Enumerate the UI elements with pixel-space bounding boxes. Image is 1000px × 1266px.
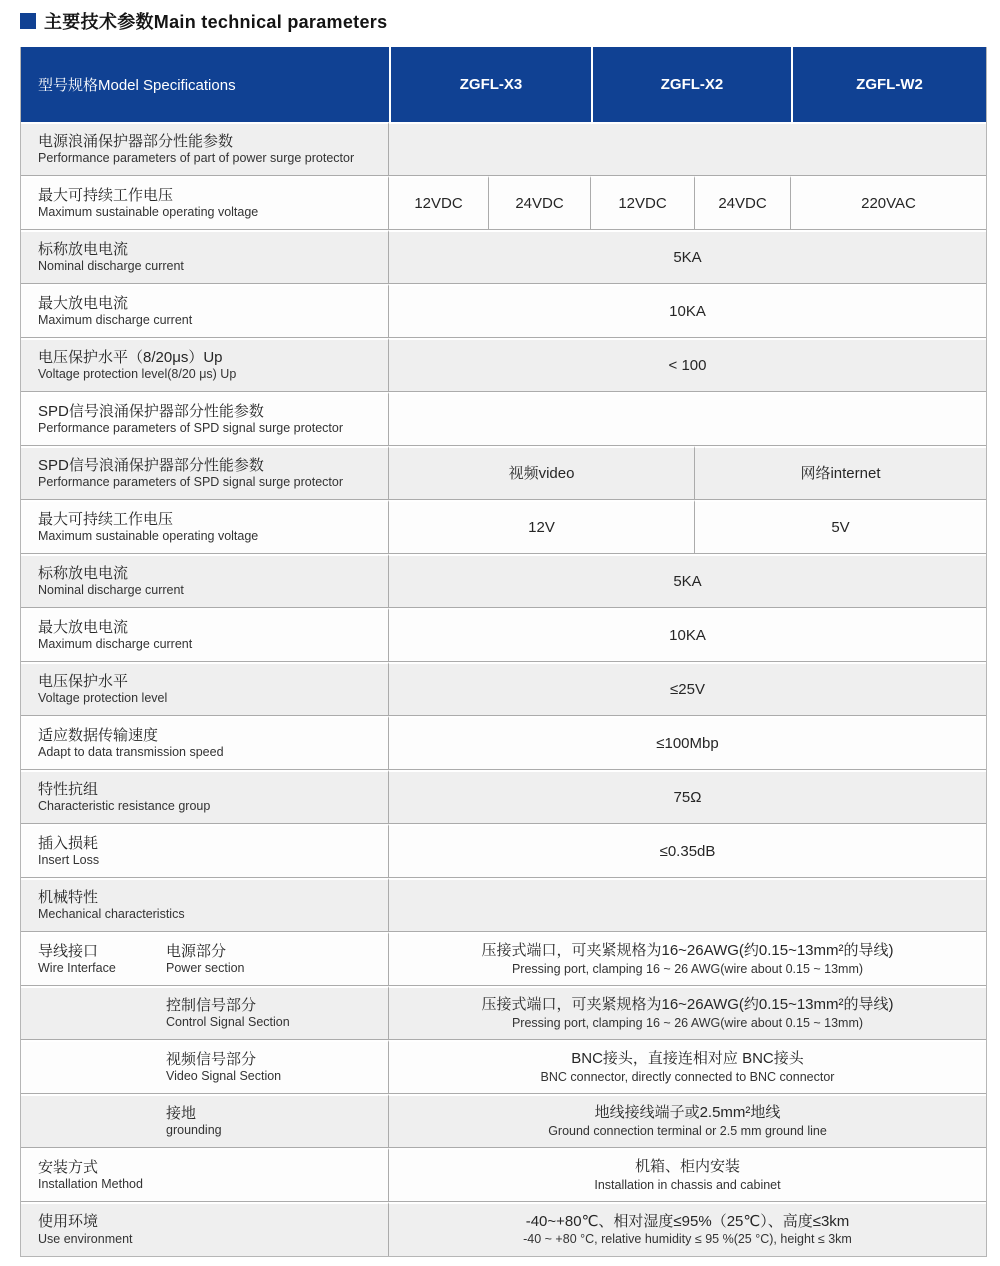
value-cell: [389, 338, 986, 392]
row-label-en: Maximum sustainable operating voltage: [38, 529, 259, 544]
row-label-en: Maximum sustainable operating voltage: [38, 205, 259, 220]
sub-label-en: Control Signal Section: [166, 1015, 290, 1030]
value-cell: [389, 446, 695, 500]
value-en: Pressing port, clamping 16 ~ 26 AWG(wire about 0.15 ~ 13mm): [511, 961, 864, 976]
value-zh: BNC接头，直接连相对应 BNC接头: [571, 1050, 804, 1068]
value-en: BNC connector, directly connected to BNC connector: [540, 1069, 835, 1084]
page-title-text: 主要技术参数Main technical parameters: [44, 12, 388, 32]
value-cell: [389, 932, 986, 986]
group-label-en: Wire Interface: [38, 961, 116, 976]
table-row: [21, 284, 986, 338]
row-label-en: Mechanical characteristics: [38, 907, 185, 922]
row-label: [21, 824, 389, 878]
row-label: [21, 446, 389, 500]
value-cell: [389, 878, 986, 932]
row-label-zh: 使用环境: [38, 1213, 99, 1231]
value-cell: [389, 284, 986, 338]
table-row: [21, 1040, 986, 1094]
model-specifications-header: 型号规格Model Specifications: [21, 47, 389, 122]
row-label: [21, 770, 389, 824]
sub-label-zh: 接地: [166, 1104, 197, 1122]
table-row: [21, 1148, 986, 1202]
table-header-row: [21, 47, 986, 122]
model-column-header-zgfl-x2: ZGFL-X2: [591, 47, 791, 122]
value-cell: [489, 176, 591, 230]
value-zh: ≤100Mbp: [656, 734, 719, 752]
row-label-zh: 电压保护水平（8/20μs）Up: [38, 348, 223, 366]
value-zh: ≤25V: [670, 680, 705, 698]
row-label: [21, 1040, 389, 1094]
row-label-en: Voltage protection level(8/20 μs) Up: [38, 367, 237, 382]
row-label-zh: SPD信号浪涌保护器部分性能参数: [38, 456, 264, 474]
row-label: [21, 122, 389, 176]
sub-label-zh: 电源部分: [166, 942, 227, 960]
value-en: -40 ~ +80 °C, relative humidity ≤ 95 %(25 °C), height ≤ 3km: [523, 1232, 852, 1247]
value-cell: [389, 554, 986, 608]
value-cell: [389, 392, 986, 446]
table-row: [21, 554, 986, 608]
value-cell: [695, 176, 791, 230]
value-cell: [591, 176, 695, 230]
sub-label-zh: 控制信号部分: [166, 996, 257, 1014]
row-label-zh: 最大放电电流: [38, 294, 129, 312]
table-row: [21, 176, 986, 230]
row-label: [21, 284, 389, 338]
value-cell: [389, 230, 986, 284]
row-label-zh: 标称放电电流: [38, 240, 129, 258]
table-row: [21, 662, 986, 716]
value-zh: 地线接线端子或2.5mm²地线: [594, 1104, 781, 1122]
row-label: [21, 176, 389, 230]
value-zh: 24VDC: [718, 194, 767, 212]
value-cell: [389, 770, 986, 824]
value-cell: [695, 500, 986, 554]
row-label-zh: 特性抗组: [38, 780, 99, 798]
value-cell: [389, 176, 489, 230]
value-zh: 5V: [831, 518, 850, 536]
row-label-en: Maximum discharge current: [38, 313, 193, 328]
table-row: [21, 122, 986, 176]
model-column-header-zgfl-x3: ZGFL-X3: [389, 47, 591, 122]
value-en: Pressing port, clamping 16 ~ 26 AWG(wire about 0.15 ~ 13mm): [511, 1015, 864, 1030]
table-row: [21, 1094, 986, 1148]
value-zh: < 100: [668, 356, 707, 374]
value-cell: [389, 824, 986, 878]
table-row: [21, 446, 986, 500]
value-zh: 机箱、柜内安装: [634, 1158, 740, 1176]
row-label-zh: 安装方式: [38, 1158, 99, 1176]
row-label-en: Characteristic resistance group: [38, 799, 211, 814]
table-row: [21, 770, 986, 824]
row-label-en: Performance parameters of SPD signal surge protector: [38, 421, 343, 436]
row-label: [21, 608, 389, 662]
sub-label-en: Video Signal Section: [166, 1069, 282, 1084]
row-label: [21, 554, 389, 608]
model-column-header-zgfl-w2: ZGFL-W2: [791, 47, 986, 122]
row-label-zh: 最大可持续工作电压: [38, 510, 174, 528]
value-cell: [389, 608, 986, 662]
row-label-en: Nominal discharge current: [38, 259, 184, 274]
row-label-en: Insert Loss: [38, 853, 100, 868]
value-en: Installation in chassis and cabinet: [594, 1177, 781, 1192]
value-cell: [389, 662, 986, 716]
row-label: [21, 1202, 389, 1256]
table-row: [21, 338, 986, 392]
table-row: [21, 1202, 986, 1256]
row-label-zh: 标称放电电流: [38, 564, 129, 582]
row-label: [21, 392, 389, 446]
value-zh: 75Ω: [673, 788, 702, 806]
value-en: Ground connection terminal or 2.5 mm ground line: [548, 1123, 827, 1138]
value-zh: 12VDC: [414, 194, 463, 212]
row-label: [21, 338, 389, 392]
row-label-zh: 机械特性: [38, 888, 99, 906]
value-cell: [389, 1202, 986, 1256]
value-cell: [389, 1040, 986, 1094]
value-zh: ≤0.35dB: [659, 842, 716, 860]
value-cell: [695, 446, 986, 500]
title-accent-square-icon: [20, 13, 36, 29]
row-label-zh: 适应数据传输速度: [38, 726, 159, 744]
page-title: [20, 8, 985, 34]
value-zh: 10KA: [669, 626, 706, 644]
table-row: [21, 716, 986, 770]
row-label-zh: 插入损耗: [38, 834, 99, 852]
row-label: [21, 500, 389, 554]
row-label-en: Adapt to data transmission speed: [38, 745, 224, 760]
row-label-zh: 最大放电电流: [38, 618, 129, 636]
row-label-zh: 电压保护水平: [38, 672, 129, 690]
value-zh: 24VDC: [515, 194, 564, 212]
value-cell: [389, 500, 695, 554]
row-label-en: Performance parameters of SPD signal surge protector: [38, 475, 343, 490]
sub-label-en: grounding: [166, 1123, 222, 1138]
row-label-zh: 最大可持续工作电压: [38, 186, 174, 204]
row-label-en: Maximum discharge current: [38, 637, 193, 652]
value-cell: [389, 986, 986, 1040]
table-row: [21, 986, 986, 1040]
value-cell: [389, 1148, 986, 1202]
value-zh: 5KA: [673, 572, 702, 590]
value-zh: 网络internet: [800, 464, 881, 482]
value-zh: 220VAC: [861, 194, 916, 212]
table-row: [21, 878, 986, 932]
value-cell: [389, 1094, 986, 1148]
value-zh: 视频video: [508, 464, 575, 482]
row-label-en: Voltage protection level: [38, 691, 168, 706]
row-label: [21, 1094, 389, 1148]
row-label: [21, 716, 389, 770]
row-label-zh: SPD信号浪涌保护器部分性能参数: [38, 402, 264, 420]
value-cell: [389, 122, 986, 176]
row-label: [21, 878, 389, 932]
sub-label-zh: 视频信号部分: [166, 1050, 257, 1068]
row-label-zh: 电源浪涌保护器部分性能参数: [38, 132, 234, 150]
row-label-en: Nominal discharge current: [38, 583, 184, 598]
row-label-en: Performance parameters of part of power surge protector: [38, 151, 355, 166]
value-zh: -40~+80℃、相对湿度≤95%（25℃）、高度≤3km: [525, 1212, 850, 1230]
value-zh: 12VDC: [618, 194, 667, 212]
table-row: [21, 824, 986, 878]
sub-label-en: Power section: [166, 961, 245, 976]
row-label-en: Use environment: [38, 1231, 133, 1246]
value-zh: 12V: [528, 518, 555, 536]
row-label: [21, 932, 389, 986]
row-label: [21, 986, 389, 1040]
value-zh: 10KA: [669, 302, 706, 320]
table-row: [21, 230, 986, 284]
row-label-en: Installation Method: [38, 1177, 143, 1192]
row-label: [21, 230, 389, 284]
value-zh: 5KA: [673, 248, 702, 266]
row-label: [21, 1148, 389, 1202]
table-row: [21, 500, 986, 554]
group-label-zh: 导线接口: [38, 942, 99, 960]
value-cell: [389, 716, 986, 770]
value-cell: [791, 176, 986, 230]
spec-table-body: [21, 122, 986, 1256]
table-row: [21, 608, 986, 662]
value-zh: 压接式端口，可夹紧规格为16~26AWG(约0.15~13mm²的导线): [481, 996, 894, 1014]
row-label: [21, 662, 389, 716]
table-row: [21, 392, 986, 446]
value-zh: 压接式端口，可夹紧规格为16~26AWG(约0.15~13mm²的导线): [481, 942, 894, 960]
spec-table: [20, 47, 987, 1257]
table-row: [21, 932, 986, 986]
